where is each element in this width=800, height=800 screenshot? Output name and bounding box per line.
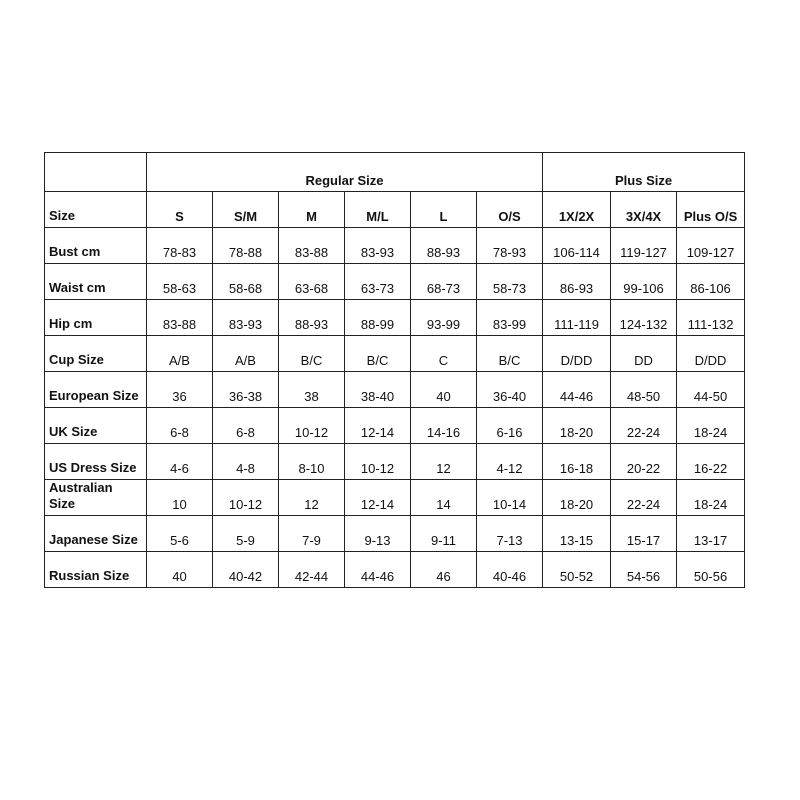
- size-header-cell: L: [411, 192, 477, 228]
- table-cell: 16-22: [677, 444, 745, 480]
- row-label: European Size: [45, 372, 147, 408]
- plus-size-group-header: Plus Size: [543, 153, 745, 192]
- size-header-cell: Plus O/S: [677, 192, 745, 228]
- table-cell: 6-8: [147, 408, 213, 444]
- table-cell: 18-24: [677, 480, 745, 516]
- table-cell: 58-63: [147, 264, 213, 300]
- size-header-label: Size: [45, 192, 147, 228]
- row-label: Russian Size: [45, 552, 147, 588]
- table-cell: 7-9: [279, 516, 345, 552]
- table-cell: 63-73: [345, 264, 411, 300]
- row-label: UK Size: [45, 408, 147, 444]
- table-cell: 40: [147, 552, 213, 588]
- table-cell: 14-16: [411, 408, 477, 444]
- table-cell: 10-12: [213, 480, 279, 516]
- size-header-cell: O/S: [477, 192, 543, 228]
- table-cell: 88-93: [411, 228, 477, 264]
- table-cell: 111-132: [677, 300, 745, 336]
- table-cell: 78-83: [147, 228, 213, 264]
- table-cell: 124-132: [611, 300, 677, 336]
- table-cell: 14: [411, 480, 477, 516]
- table-cell: 86-106: [677, 264, 745, 300]
- table-cell: 83-99: [477, 300, 543, 336]
- table-cell: 5-9: [213, 516, 279, 552]
- table-cell: 63-68: [279, 264, 345, 300]
- table-row: [45, 264, 745, 300]
- table-cell: 8-10: [279, 444, 345, 480]
- table-cell: 6-16: [477, 408, 543, 444]
- row-label: Japanese Size: [45, 516, 147, 552]
- table-cell: 10-14: [477, 480, 543, 516]
- table-cell: 50-52: [543, 552, 611, 588]
- table-row: [45, 408, 745, 444]
- table-cell: 109-127: [677, 228, 745, 264]
- table-cell: 22-24: [611, 480, 677, 516]
- table-cell: 111-119: [543, 300, 611, 336]
- size-header-cell: S/M: [213, 192, 279, 228]
- table-cell: A/B: [213, 336, 279, 372]
- row-label: Cup Size: [45, 336, 147, 372]
- table-row: [45, 480, 745, 516]
- table-cell: 12: [411, 444, 477, 480]
- table-cell: 86-93: [543, 264, 611, 300]
- size-chart-body: [45, 153, 745, 588]
- table-cell: 38-40: [345, 372, 411, 408]
- table-cell: 44-50: [677, 372, 745, 408]
- size-header-cell: 3X/4X: [611, 192, 677, 228]
- table-row: [45, 336, 745, 372]
- table-cell: 48-50: [611, 372, 677, 408]
- table-cell: 13-17: [677, 516, 745, 552]
- table-cell: 12: [279, 480, 345, 516]
- size-header-cell: S: [147, 192, 213, 228]
- table-cell: 15-17: [611, 516, 677, 552]
- row-label: Waist cm: [45, 264, 147, 300]
- table-cell: 10: [147, 480, 213, 516]
- table-cell: DD: [611, 336, 677, 372]
- table-cell: 40-42: [213, 552, 279, 588]
- table-cell: 18-24: [677, 408, 745, 444]
- table-cell: 40: [411, 372, 477, 408]
- table-cell: 58-68: [213, 264, 279, 300]
- table-cell: 36: [147, 372, 213, 408]
- regular-size-group-header: Regular Size: [147, 153, 543, 192]
- table-cell: 83-93: [345, 228, 411, 264]
- table-cell: D/DD: [543, 336, 611, 372]
- table-cell: 40-46: [477, 552, 543, 588]
- table-cell: 78-88: [213, 228, 279, 264]
- table-cell: 6-8: [213, 408, 279, 444]
- table-cell: 78-93: [477, 228, 543, 264]
- table-cell: 12-14: [345, 480, 411, 516]
- table-cell: 36-38: [213, 372, 279, 408]
- table-cell: 83-88: [147, 300, 213, 336]
- table-row: [45, 300, 745, 336]
- table-cell: A/B: [147, 336, 213, 372]
- table-cell: 4-6: [147, 444, 213, 480]
- table-cell: 46: [411, 552, 477, 588]
- table-cell: 119-127: [611, 228, 677, 264]
- table-cell: 12-14: [345, 408, 411, 444]
- row-label: Hip cm: [45, 300, 147, 336]
- table-cell: 9-11: [411, 516, 477, 552]
- corner-cell: [45, 153, 147, 192]
- table-cell: D/DD: [677, 336, 745, 372]
- table-cell: 83-88: [279, 228, 345, 264]
- table-cell: C: [411, 336, 477, 372]
- size-header-row: [45, 192, 745, 228]
- table-cell: 22-24: [611, 408, 677, 444]
- table-cell: 83-93: [213, 300, 279, 336]
- table-cell: 4-8: [213, 444, 279, 480]
- group-header-row: [45, 153, 745, 192]
- table-cell: 7-13: [477, 516, 543, 552]
- table-cell: 5-6: [147, 516, 213, 552]
- table-cell: 68-73: [411, 264, 477, 300]
- table-cell: 18-20: [543, 408, 611, 444]
- table-row: [45, 516, 745, 552]
- table-row: [45, 228, 745, 264]
- table-cell: B/C: [477, 336, 543, 372]
- table-cell: 88-93: [279, 300, 345, 336]
- table-cell: 4-12: [477, 444, 543, 480]
- row-label: US Dress Size: [45, 444, 147, 480]
- table-row: [45, 552, 745, 588]
- table-cell: 38: [279, 372, 345, 408]
- table-cell: B/C: [345, 336, 411, 372]
- size-header-cell: 1X/2X: [543, 192, 611, 228]
- table-row: [45, 444, 745, 480]
- table-cell: 50-56: [677, 552, 745, 588]
- row-label: Bust cm: [45, 228, 147, 264]
- row-label: Australian Size: [45, 480, 147, 516]
- size-header-cell: M/L: [345, 192, 411, 228]
- table-cell: 10-12: [279, 408, 345, 444]
- table-cell: 44-46: [345, 552, 411, 588]
- table-cell: 16-18: [543, 444, 611, 480]
- table-cell: B/C: [279, 336, 345, 372]
- table-cell: 13-15: [543, 516, 611, 552]
- table-cell: 9-13: [345, 516, 411, 552]
- table-cell: 36-40: [477, 372, 543, 408]
- table-cell: 88-99: [345, 300, 411, 336]
- size-header-cell: M: [279, 192, 345, 228]
- table-cell: 93-99: [411, 300, 477, 336]
- table-cell: 58-73: [477, 264, 543, 300]
- table-cell: 20-22: [611, 444, 677, 480]
- table-cell: 10-12: [345, 444, 411, 480]
- size-chart-table: [44, 152, 745, 588]
- table-cell: 18-20: [543, 480, 611, 516]
- table-cell: 44-46: [543, 372, 611, 408]
- table-cell: 106-114: [543, 228, 611, 264]
- table-cell: 54-56: [611, 552, 677, 588]
- table-cell: 42-44: [279, 552, 345, 588]
- table-cell: 99-106: [611, 264, 677, 300]
- table-row: [45, 372, 745, 408]
